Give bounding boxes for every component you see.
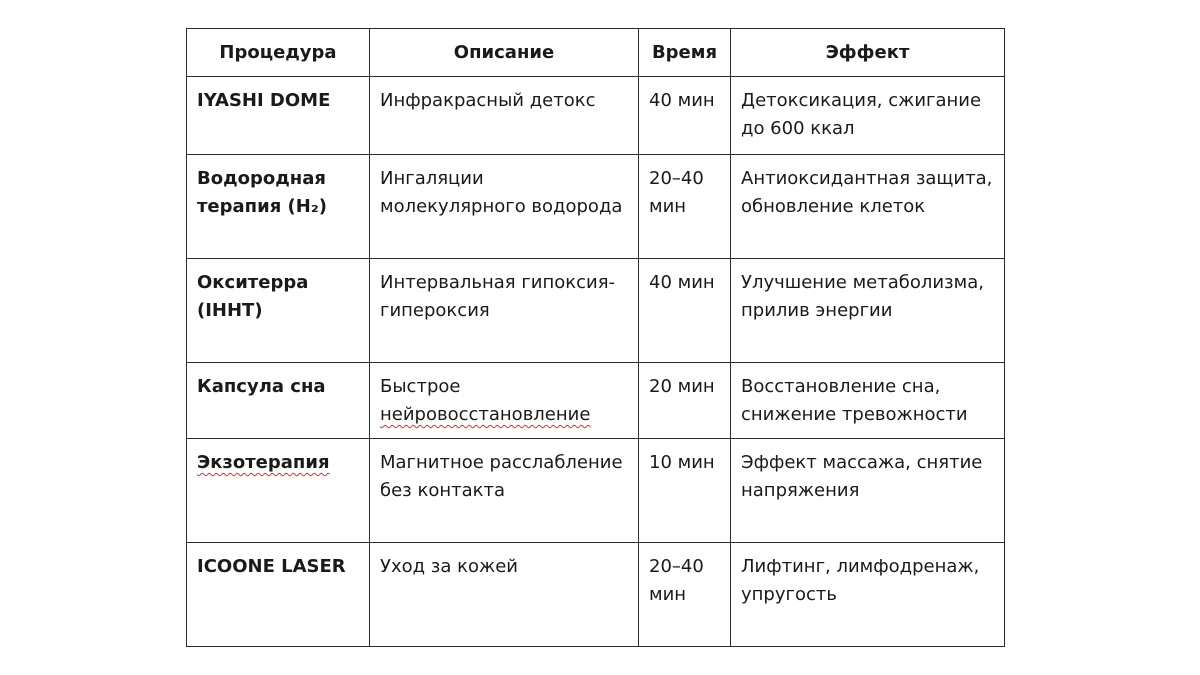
cell-time bbox=[639, 155, 731, 259]
cell-description bbox=[370, 543, 639, 647]
cell-description bbox=[370, 155, 639, 259]
procedure-name: Водородная терапия (H₂) bbox=[197, 168, 327, 217]
procedure-effect: Улучшение метаболизма, прилив энергии bbox=[741, 272, 984, 321]
cell-effect bbox=[731, 439, 1005, 543]
procedure-effect: Лифтинг, лимфодренаж, упругость bbox=[741, 556, 980, 605]
procedure-effect: Антиоксидантная защита, обновление клеток bbox=[741, 168, 993, 217]
table-row bbox=[187, 439, 1005, 543]
procedure-name: ICOONE LASER bbox=[197, 556, 346, 577]
table-row bbox=[187, 155, 1005, 259]
cell-description bbox=[370, 363, 639, 439]
procedure-description: Инфракрасный детокс bbox=[380, 90, 596, 111]
cell-procedure bbox=[187, 77, 370, 155]
cell-procedure bbox=[187, 439, 370, 543]
cell-description bbox=[370, 259, 639, 363]
cell-effect bbox=[731, 259, 1005, 363]
procedure-time: 20 мин bbox=[649, 376, 715, 397]
procedure-name: Окситерра (IHHT) bbox=[197, 272, 309, 321]
header-description: Описание bbox=[370, 29, 639, 77]
cell-effect bbox=[731, 155, 1005, 259]
description-line: Быстрое bbox=[380, 376, 461, 397]
procedure-description: Интервальная гипоксия-гипероксия bbox=[380, 272, 616, 321]
cell-procedure bbox=[187, 363, 370, 439]
table-row bbox=[187, 77, 1005, 155]
cell-time bbox=[639, 439, 731, 543]
misspelled-word: Экзотерапия bbox=[197, 452, 330, 473]
procedure-name bbox=[187, 439, 369, 477]
cell-description bbox=[370, 77, 639, 155]
header-effect: Эффект bbox=[731, 29, 1005, 77]
procedure-time: 20–40 мин bbox=[649, 556, 704, 605]
procedure-description: Уход за кожей bbox=[380, 556, 518, 577]
cell-time bbox=[639, 259, 731, 363]
procedures-table bbox=[186, 28, 1005, 647]
cell-time bbox=[639, 543, 731, 647]
header-row bbox=[187, 29, 1005, 77]
procedure-time: 40 мин bbox=[649, 90, 715, 111]
table-row bbox=[187, 259, 1005, 363]
table-row bbox=[187, 363, 1005, 439]
procedure-time: 40 мин bbox=[649, 272, 715, 293]
procedure-description: Магнитное расслабление без контакта bbox=[380, 452, 623, 501]
misspelled-word: нейровосстановление bbox=[380, 404, 591, 425]
cell-time bbox=[639, 363, 731, 439]
cell-effect bbox=[731, 543, 1005, 647]
procedure-name: Капсула сна bbox=[197, 376, 326, 397]
procedure-time: 20–40 мин bbox=[649, 168, 704, 217]
procedure-name: IYASHI DOME bbox=[197, 90, 331, 111]
procedure-effect: Эффект массажа, снятие напряжения bbox=[741, 452, 983, 501]
cell-procedure bbox=[187, 155, 370, 259]
procedure-effect: Восстановление сна, снижение тревожности bbox=[741, 376, 968, 425]
cell-effect bbox=[731, 77, 1005, 155]
cell-description bbox=[370, 439, 639, 543]
cell-procedure bbox=[187, 543, 370, 647]
procedure-effect: Детоксикация, сжигание до 600 ккал bbox=[741, 90, 982, 139]
procedure-description: Ингаляции молекулярного водорода bbox=[380, 168, 623, 217]
cell-procedure bbox=[187, 259, 370, 363]
table-row bbox=[187, 543, 1005, 647]
procedure-description bbox=[370, 363, 638, 429]
header-time: Время bbox=[639, 29, 731, 77]
header-procedure: Процедура bbox=[187, 29, 370, 77]
procedure-time: 10 мин bbox=[649, 452, 715, 473]
cell-effect bbox=[731, 363, 1005, 439]
cell-time bbox=[639, 77, 731, 155]
